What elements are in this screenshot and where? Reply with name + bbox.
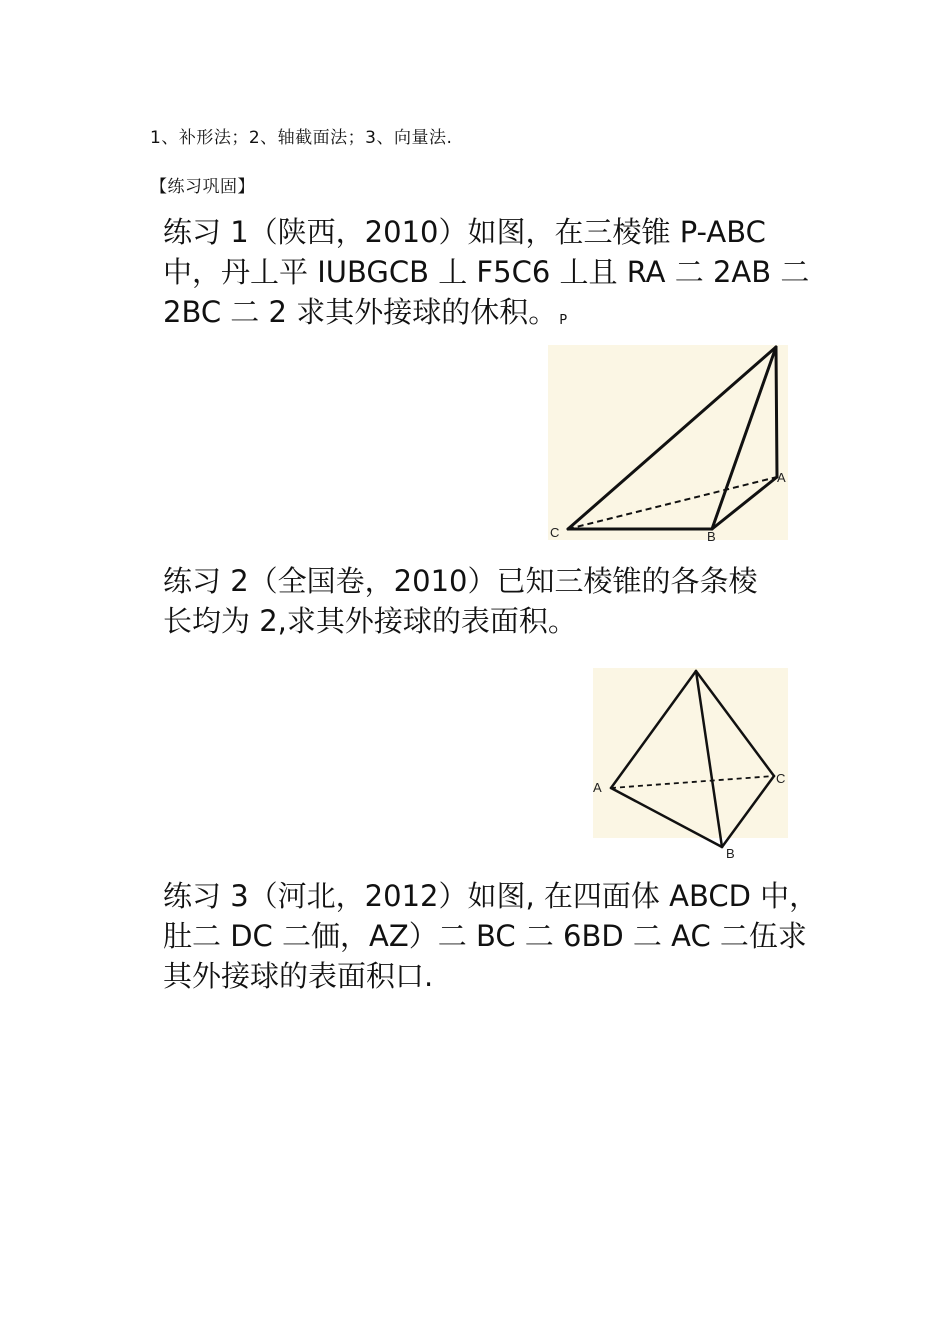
- exercise-3-line-2: 肚二 DC 二価，AZ）二 BC 二 6BD 二 AC 二伍求: [163, 919, 807, 953]
- exercise-2-figure: [588, 666, 790, 862]
- label-C: C: [550, 525, 560, 540]
- exercise-1-line-3-text: 2BC 二 2 求其外接球的休积。: [163, 295, 558, 329]
- label-B: B: [726, 846, 735, 861]
- exercise-1-line-2: 中，丹丄平 IUBGCB 丄 F5C6 丄且 RA 二 2AB 二: [163, 255, 810, 289]
- exercise-2-line-1: 练习 2（全国卷，2010）已知三棱锥的各条棱: [163, 564, 758, 598]
- exercise-3-line-1: 练习 3（河北，2012）如图, 在四面体 ABCD 中，: [163, 879, 819, 913]
- exercise-1-line-1: 练习 1（陕西，2010）如图，在三棱锥 P-ABC: [163, 215, 766, 249]
- label-A: A: [593, 780, 602, 795]
- exercise-1-figure: [545, 342, 790, 542]
- figure-2-background: [593, 668, 788, 838]
- label-A: A: [777, 470, 786, 485]
- label-B: B: [707, 529, 716, 542]
- exercise-3-text: [163, 876, 818, 996]
- exercise-2-line-2: 长均为 2,求其外接球的表面积。: [163, 604, 577, 638]
- edge-PA: [776, 347, 777, 477]
- methods-line: 1、补形法；2、轴截面法；3、向量法.: [150, 128, 453, 148]
- exercise-1-p-mark: P: [559, 313, 568, 328]
- exercise-3-line-3: 其外接球的表面积口.: [163, 959, 434, 993]
- exercise-1-text: [163, 212, 809, 341]
- label-C: C: [776, 771, 786, 786]
- section-title: 【练习巩固】: [150, 177, 255, 197]
- exercise-2-text: [163, 561, 757, 641]
- exercise-1-line-3: [163, 292, 809, 341]
